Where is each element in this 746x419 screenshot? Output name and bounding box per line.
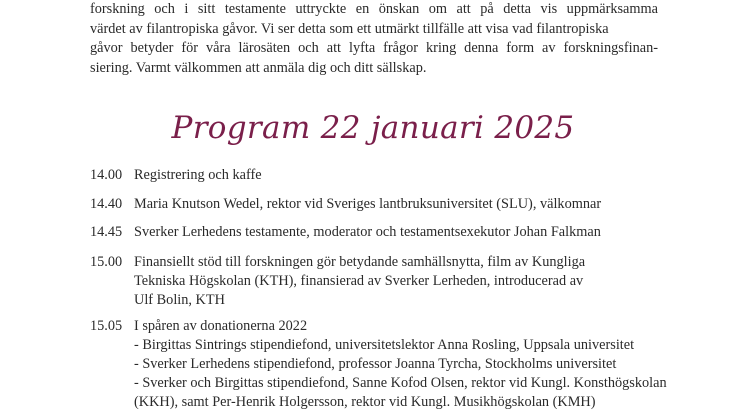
program-description bbox=[134, 195, 690, 214]
intro-line: värdet av filantropiska gåvor. Vi ser detta som ett utmärkt tillfälle att visa vad filantropiska bbox=[90, 20, 609, 37]
program-line: Sverker Lerhedens testamente, moderator och testamentsexekutor Johan Falkman bbox=[134, 224, 601, 240]
program-line: Registrering och kaffe bbox=[134, 167, 262, 183]
program-line: I spåren av donationerna 2022 bbox=[134, 318, 308, 334]
program-line: Ulf Bolin, KTH bbox=[134, 292, 225, 308]
program-line: - Sverker och Birgittas stipendiefond, Sanne Kofod Olsen, rektor vid Kungl. Konsthögskolan bbox=[134, 375, 667, 391]
program-time: 15.00 bbox=[90, 254, 123, 270]
intro-line: forskning och i sitt testamente uttryckte en önskan om att på detta vis uppmärksamma bbox=[90, 1, 658, 17]
program-time: 15.05 bbox=[90, 318, 123, 334]
program-line: - Sverker Lerhedens stipendiefond, professor Joanna Tyrcha, Stockholms universitet bbox=[134, 356, 617, 372]
program-line: Tekniska Högskolan (KTH), finansierad av Sverker Lerheden, introducerad av bbox=[134, 273, 584, 289]
program-line: Maria Knutson Wedel, rektor vid Sveriges lantbruksuniversitet (SLU), välkomnar bbox=[134, 196, 602, 212]
program-description bbox=[134, 166, 690, 185]
program-time: 14.00 bbox=[90, 167, 123, 183]
program-description bbox=[134, 317, 690, 412]
program-description bbox=[134, 223, 690, 242]
program-time: 14.45 bbox=[90, 224, 123, 240]
program-line: - Birgittas Sintrings stipendiefond, universitetslektor Anna Rosling, Uppsala universitet bbox=[134, 337, 635, 353]
program-heading: Program 22 januari 2025 bbox=[171, 110, 575, 146]
program-line: (KKH), samt Per-Henrik Holgersson, rektor vid Kungl. Musikhögskolan (KMH) bbox=[134, 394, 596, 410]
program-line: Finansiellt stöd till forskningen gör betydande samhällsnytta, film av Kungliga bbox=[134, 254, 586, 270]
intro-line: siering. Varmt välkommen att anmäla dig och ditt sällskap. bbox=[90, 59, 427, 76]
program-time: 14.40 bbox=[90, 196, 123, 212]
intro-paragraph bbox=[90, 0, 658, 78]
intro-line: gåvor betyder för våra lärosäten och att lyfta frågor kring denna form av forskningsfinan- bbox=[90, 40, 658, 56]
program-description bbox=[134, 253, 690, 310]
